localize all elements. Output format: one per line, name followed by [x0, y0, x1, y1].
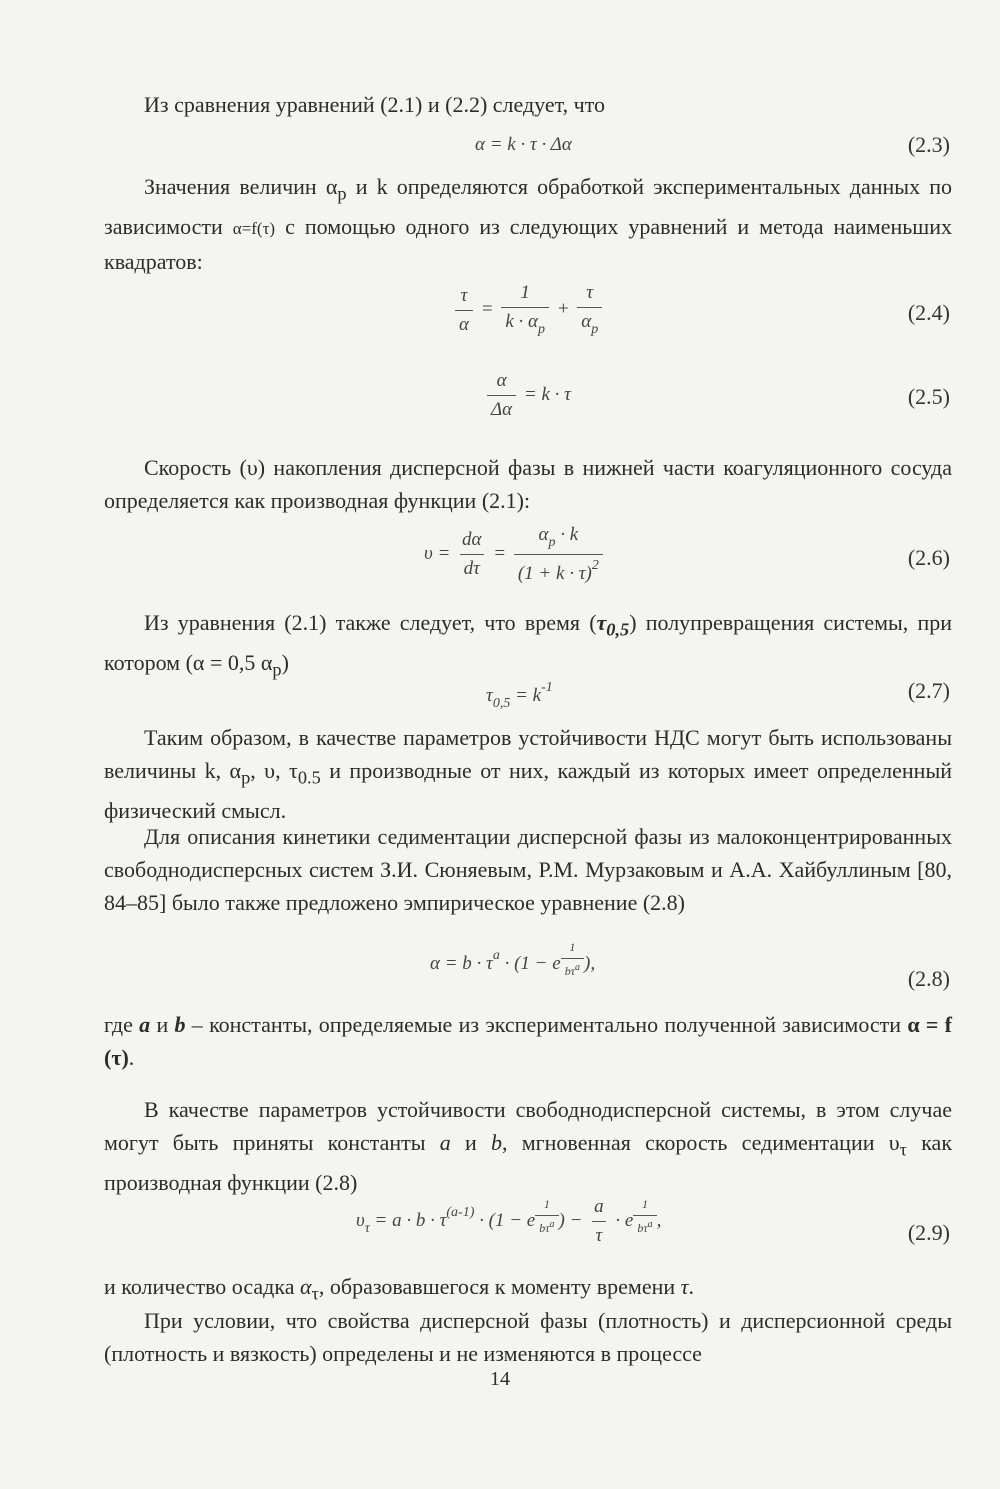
- text: Значения величин: [144, 174, 326, 199]
- equation-number-2-9: (2.9): [907, 1220, 950, 1245]
- subscript: τ: [311, 1283, 319, 1304]
- inline-formula: α=f(τ): [232, 219, 276, 239]
- paragraph-conditions: [104, 1304, 952, 1370]
- paragraph-intro: [104, 88, 952, 121]
- equation-2-6: [424, 524, 606, 585]
- subscript: р: [272, 659, 282, 680]
- denominator: Δα: [487, 395, 516, 421]
- text: В качестве параметров устойчивости свободнодисперсной системы, в этом случае могут быть приняты константы: [104, 1097, 952, 1155]
- fraction: [487, 370, 516, 421]
- numerator: a: [594, 1196, 604, 1217]
- text: .: [688, 1274, 695, 1299]
- numerator: α: [496, 370, 507, 391]
- constant-a: a: [439, 1130, 451, 1155]
- fraction: [577, 282, 602, 338]
- text: и k определяются обработкой экспериментальных данных по зависимости: [104, 174, 952, 240]
- subscript: 0.5: [297, 767, 321, 788]
- den-text: bτ: [564, 964, 575, 978]
- numerator: τ: [460, 284, 468, 306]
- subscript: р: [241, 767, 251, 788]
- equation-2-7: [486, 680, 553, 712]
- den-text: (1 + k · τ): [517, 563, 592, 584]
- text: и количество осадка: [104, 1274, 300, 1299]
- rhs: = k · τ: [523, 383, 571, 405]
- equation-number-2-6: (2.6): [907, 545, 950, 570]
- subscript: р: [337, 183, 347, 204]
- paragraph-values: [104, 170, 952, 278]
- text: – константы, определяемые из экспериментально полученной зависимости: [185, 1012, 908, 1037]
- constant-b: b: [491, 1130, 502, 1155]
- equation-2-5: [484, 370, 571, 421]
- eq-text: · (1 − e: [474, 1209, 536, 1231]
- equation-number-2-7: (2.7): [907, 678, 950, 703]
- numerator: 1: [543, 1196, 550, 1211]
- paragraph-constants: [104, 1008, 952, 1074]
- text: Таким образом, в качестве параметров устойчивости НДС могут быть использованы величины k, α: [104, 725, 952, 783]
- equation-2-4: [452, 282, 605, 338]
- den-text: α: [581, 311, 592, 332]
- denominator: [633, 1215, 656, 1236]
- eq-text: ) −: [558, 1209, 588, 1231]
- den-text: k · α: [505, 311, 538, 332]
- subscript: τ: [899, 1139, 907, 1160]
- fraction: [514, 524, 603, 585]
- superscript: -1: [541, 680, 553, 695]
- lhs: υ: [356, 1209, 365, 1231]
- rhs: = k: [510, 685, 542, 706]
- denominator: α: [455, 310, 473, 336]
- text: Для описания кинетики седиментации дисперсной фазы из малоконцентрированных свободнодисперсных систем З.И. Сюняевым, Р.М. Мурзаковым и А.А. Хайбуллиным [80, 84–85] было также предложено эмпирическое уравнение (2.8): [104, 824, 952, 915]
- plus-sign: +: [556, 298, 570, 320]
- fraction: [590, 1196, 608, 1247]
- text: и: [150, 1012, 175, 1037]
- eq-text: = a · b · τ: [369, 1209, 447, 1231]
- eq-text: · e: [610, 1209, 634, 1231]
- numerator: 1: [520, 282, 530, 303]
- den-text: bτ: [539, 1220, 550, 1235]
- text: Из сравнения уравнений (2.1) и (2.2) следует, что: [144, 92, 606, 117]
- eq-text: · (1 − e: [499, 953, 561, 974]
- fraction: [455, 285, 473, 336]
- text: где: [104, 1012, 140, 1037]
- denominator: τ: [592, 1221, 607, 1247]
- text: с помощью одного из следующих уравнений и метода наименьших квадратов:: [104, 214, 953, 275]
- superscript: (a-1): [446, 1204, 475, 1220]
- equation-number-2-3: (2.3): [907, 132, 950, 157]
- numerator: 1: [569, 940, 576, 954]
- eq-text: ,: [656, 1209, 662, 1231]
- denominator: [561, 958, 584, 979]
- text: как производная функции (2.8): [104, 1130, 953, 1196]
- page-number: 14: [490, 1368, 510, 1390]
- denominator: [535, 1215, 558, 1236]
- equation-number-2-8: (2.8): [907, 966, 950, 991]
- subscript: p: [548, 535, 556, 550]
- text: .: [128, 1045, 135, 1070]
- subscript: 0,5: [606, 619, 630, 640]
- text: и производные от них, каждый из которых имеет определенный физический смысл.: [104, 758, 953, 824]
- lhs: υ =: [424, 542, 451, 564]
- exponent-fraction: [633, 1197, 656, 1236]
- numerator: 1: [642, 1196, 648, 1211]
- eq-text: α = b · τ: [430, 953, 493, 974]
- numerator: τ: [586, 282, 594, 303]
- text: , мгновенная скорость седиментации υ: [502, 1130, 900, 1155]
- paragraph-kinetics: [104, 820, 952, 919]
- paragraph-half-time: [104, 606, 952, 687]
- fraction: [458, 529, 485, 580]
- superscript: a: [647, 1218, 653, 1230]
- alpha-symbol: α: [299, 1274, 312, 1299]
- alpha-symbol: α: [325, 174, 338, 199]
- exponent-fraction: [535, 1197, 558, 1236]
- num-tail: · k: [555, 524, 579, 545]
- superscript: 2: [591, 558, 599, 573]
- numerator: [535, 524, 583, 554]
- equation-2-9: [356, 1196, 661, 1247]
- text: и: [450, 1130, 491, 1155]
- exponent-fraction: [561, 940, 584, 979]
- eq-text: α = k · τ · Δα: [475, 134, 572, 155]
- text: ) полупревращения системы, при котором (α = 0,5 α: [104, 610, 953, 676]
- constant-a: a: [139, 1012, 151, 1037]
- text: Скорость (υ) накопления дисперсной фазы в нижней части коагуляционного сосуда определяется как производная функции (2.1):: [104, 455, 952, 513]
- inline-formula: α = f (τ): [104, 1012, 953, 1070]
- subscript: p: [591, 322, 599, 337]
- tau-symbol: τ: [680, 1274, 689, 1299]
- equation-2-3: [475, 134, 572, 156]
- denominator: [514, 554, 603, 585]
- numerator: dα: [462, 529, 482, 550]
- denominator: [501, 307, 549, 338]
- text: , υ, τ: [250, 758, 298, 783]
- subscript: 0,5: [492, 696, 511, 711]
- superscript: a: [575, 962, 580, 973]
- paragraph-parameters: [104, 721, 952, 827]
- equation-number-2-4: (2.4): [907, 300, 950, 325]
- denominator: dτ: [460, 554, 484, 580]
- superscript: a: [549, 1218, 555, 1230]
- superscript: a: [492, 948, 500, 963]
- eq-text: ),: [584, 953, 596, 974]
- text: ): [281, 650, 289, 676]
- fraction: [501, 282, 549, 338]
- den-text: bτ: [637, 1220, 648, 1235]
- subscript: τ: [364, 1220, 370, 1236]
- equals-sign: =: [493, 542, 507, 564]
- text: Из уравнения (2.1) также следует, что время (: [144, 610, 597, 635]
- paragraph-rate: [104, 451, 952, 517]
- equation-2-8: [430, 940, 595, 979]
- paragraph-stability: [104, 1093, 952, 1199]
- lhs: τ: [486, 685, 493, 706]
- equation-number-2-5: (2.5): [907, 384, 950, 409]
- constant-b: b: [174, 1012, 186, 1037]
- subscript: p: [537, 322, 545, 337]
- text: При условии, что свойства дисперсной фазы (плотность) и дисперсионной среды (плотность и вязкость) определены и не изменяются в процессе: [104, 1308, 952, 1366]
- text: , образовавшегося к моменту времени: [318, 1274, 681, 1299]
- tau-symbol: τ: [596, 610, 607, 635]
- num-text: α: [538, 524, 549, 545]
- equals-sign: =: [480, 298, 494, 320]
- denominator: [577, 307, 602, 338]
